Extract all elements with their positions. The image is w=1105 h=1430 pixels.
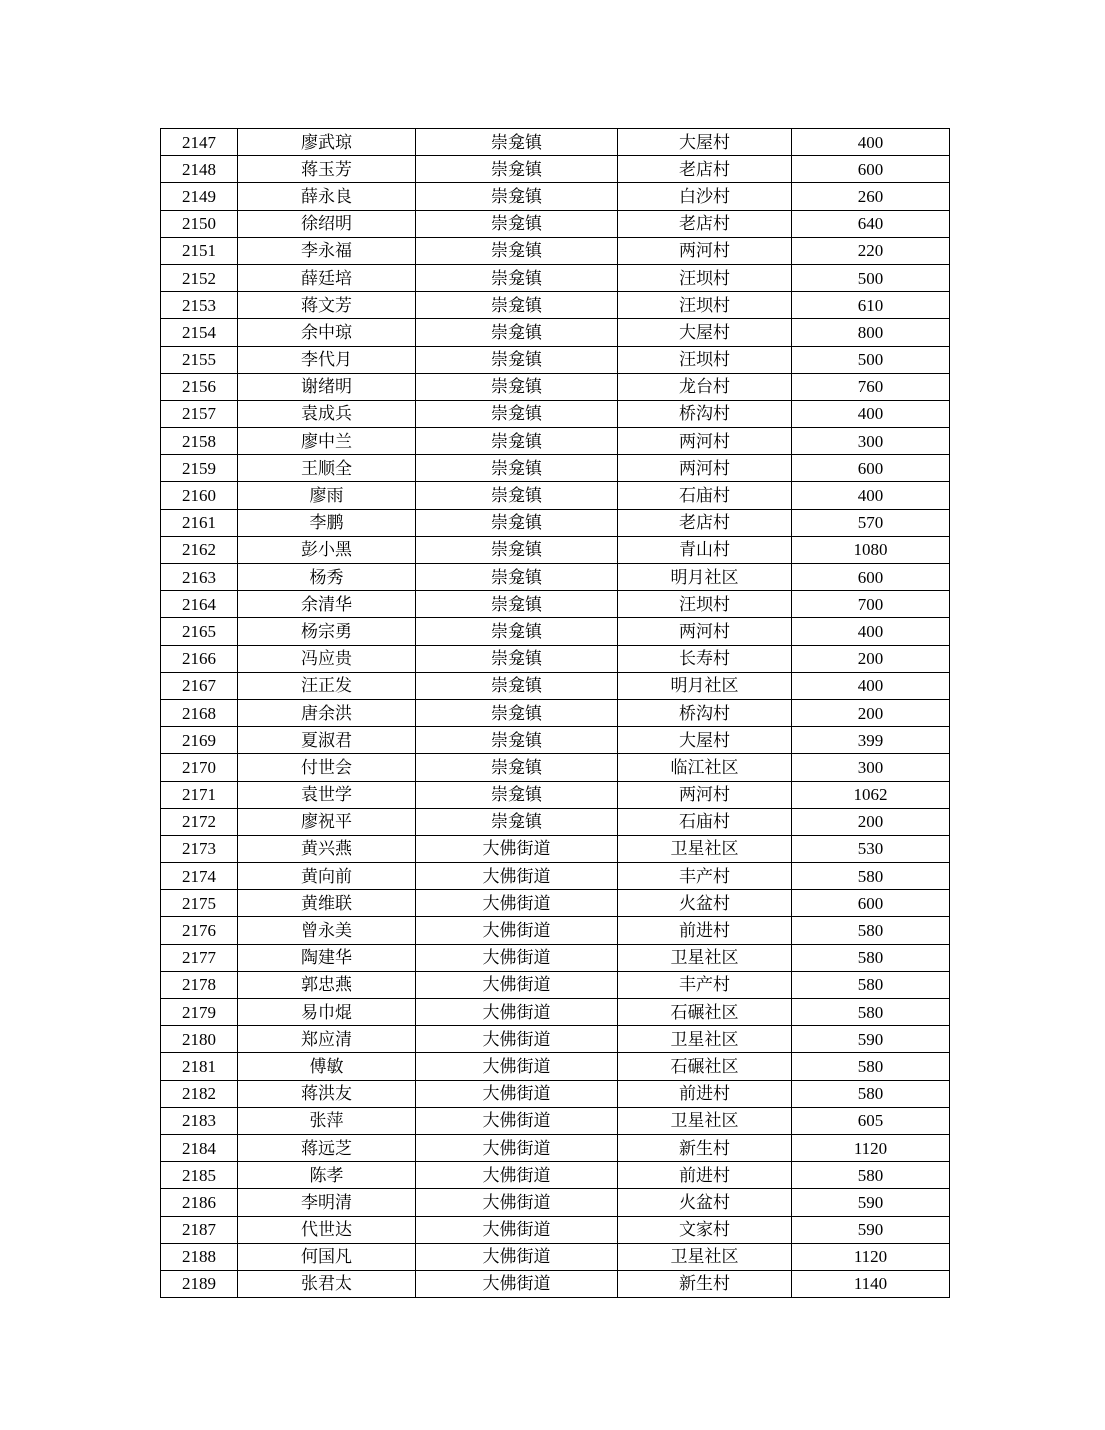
cell-amount: 580: [792, 971, 950, 998]
cell-name: 李明清: [238, 1189, 416, 1216]
table-row: [161, 428, 950, 455]
table-row: [161, 699, 950, 726]
cell-serial-number: 2183: [161, 1107, 238, 1134]
cell-name: 蒋文芳: [238, 292, 416, 319]
cell-name: 陶建华: [238, 944, 416, 971]
cell-serial-number: 2151: [161, 237, 238, 264]
cell-name: 余清华: [238, 591, 416, 618]
cell-name: 蒋洪友: [238, 1080, 416, 1107]
cell-township: 崇龛镇: [416, 645, 618, 672]
cell-serial-number: 2147: [161, 129, 238, 156]
cell-name: 彭小黑: [238, 536, 416, 563]
cell-serial-number: 2158: [161, 428, 238, 455]
cell-village: 大屋村: [618, 129, 792, 156]
cell-amount: 300: [792, 428, 950, 455]
cell-amount: 580: [792, 999, 950, 1026]
cell-township: 崇龛镇: [416, 672, 618, 699]
table-row: [161, 455, 950, 482]
cell-amount: 590: [792, 1026, 950, 1053]
cell-amount: 200: [792, 808, 950, 835]
cell-township: 崇龛镇: [416, 781, 618, 808]
cell-township: 崇龛镇: [416, 699, 618, 726]
cell-serial-number: 2187: [161, 1216, 238, 1243]
cell-amount: 1140: [792, 1270, 950, 1297]
cell-amount: 580: [792, 1162, 950, 1189]
table-row: [161, 346, 950, 373]
cell-serial-number: 2148: [161, 156, 238, 183]
cell-amount: 605: [792, 1107, 950, 1134]
cell-township: 崇龛镇: [416, 292, 618, 319]
cell-amount: 600: [792, 455, 950, 482]
cell-name: 易巾焜: [238, 999, 416, 1026]
cell-amount: 580: [792, 1053, 950, 1080]
cell-amount: 580: [792, 1080, 950, 1107]
cell-name: 薛廷培: [238, 264, 416, 291]
cell-serial-number: 2155: [161, 346, 238, 373]
table-row: [161, 129, 950, 156]
cell-amount: 800: [792, 319, 950, 346]
cell-name: 张萍: [238, 1107, 416, 1134]
table-row: [161, 1080, 950, 1107]
cell-serial-number: 2150: [161, 210, 238, 237]
table-row: [161, 536, 950, 563]
table-row: [161, 1189, 950, 1216]
cell-serial-number: 2165: [161, 618, 238, 645]
cell-serial-number: 2152: [161, 264, 238, 291]
cell-name: 黄兴燕: [238, 835, 416, 862]
cell-village: 汪坝村: [618, 346, 792, 373]
cell-name: 杨秀: [238, 564, 416, 591]
cell-township: 大佛街道: [416, 1243, 618, 1270]
cell-village: 卫星社区: [618, 1107, 792, 1134]
cell-village: 两河村: [618, 428, 792, 455]
cell-serial-number: 2163: [161, 564, 238, 591]
cell-village: 卫星社区: [618, 835, 792, 862]
cell-township: 崇龛镇: [416, 129, 618, 156]
cell-serial-number: 2156: [161, 373, 238, 400]
cell-amount: 610: [792, 292, 950, 319]
cell-amount: 400: [792, 482, 950, 509]
cell-serial-number: 2184: [161, 1134, 238, 1161]
cell-amount: 700: [792, 591, 950, 618]
cell-village: 两河村: [618, 455, 792, 482]
cell-village: 明月社区: [618, 564, 792, 591]
cell-serial-number: 2168: [161, 699, 238, 726]
cell-name: 付世会: [238, 754, 416, 781]
cell-name: 袁成兵: [238, 400, 416, 427]
cell-name: 廖雨: [238, 482, 416, 509]
cell-township: 崇龛镇: [416, 183, 618, 210]
cell-township: 崇龛镇: [416, 210, 618, 237]
cell-serial-number: 2188: [161, 1243, 238, 1270]
cell-township: 崇龛镇: [416, 455, 618, 482]
cell-amount: 220: [792, 237, 950, 264]
table-row: [161, 754, 950, 781]
cell-village: 两河村: [618, 618, 792, 645]
cell-village: 石庙村: [618, 808, 792, 835]
table-row: [161, 482, 950, 509]
cell-village: 桥沟村: [618, 699, 792, 726]
cell-village: 两河村: [618, 781, 792, 808]
cell-township: 大佛街道: [416, 1053, 618, 1080]
table-row: [161, 672, 950, 699]
table-row: [161, 618, 950, 645]
cell-village: 卫星社区: [618, 944, 792, 971]
table-row: [161, 210, 950, 237]
table-row: [161, 264, 950, 291]
cell-township: 崇龛镇: [416, 264, 618, 291]
cell-village: 前进村: [618, 917, 792, 944]
cell-township: 大佛街道: [416, 917, 618, 944]
cell-name: 郑应清: [238, 1026, 416, 1053]
table-row: [161, 373, 950, 400]
cell-amount: 590: [792, 1216, 950, 1243]
cell-serial-number: 2154: [161, 319, 238, 346]
cell-name: 冯应贵: [238, 645, 416, 672]
cell-township: 大佛街道: [416, 1026, 618, 1053]
cell-name: 黄维联: [238, 890, 416, 917]
table-row: [161, 890, 950, 917]
table-row: [161, 400, 950, 427]
cell-amount: 590: [792, 1189, 950, 1216]
cell-serial-number: 2175: [161, 890, 238, 917]
cell-name: 汪正发: [238, 672, 416, 699]
table-row: [161, 781, 950, 808]
cell-village: 汪坝村: [618, 591, 792, 618]
cell-village: 老店村: [618, 210, 792, 237]
cell-serial-number: 2185: [161, 1162, 238, 1189]
cell-township: 崇龛镇: [416, 564, 618, 591]
cell-serial-number: 2162: [161, 536, 238, 563]
cell-serial-number: 2179: [161, 999, 238, 1026]
cell-serial-number: 2169: [161, 727, 238, 754]
cell-amount: 400: [792, 672, 950, 699]
cell-amount: 200: [792, 699, 950, 726]
cell-name: 李代月: [238, 346, 416, 373]
cell-village: 火盆村: [618, 1189, 792, 1216]
table-row: [161, 156, 950, 183]
cell-township: 大佛街道: [416, 1162, 618, 1189]
cell-township: 大佛街道: [416, 1134, 618, 1161]
cell-village: 桥沟村: [618, 400, 792, 427]
cell-serial-number: 2167: [161, 672, 238, 699]
cell-serial-number: 2186: [161, 1189, 238, 1216]
cell-amount: 600: [792, 890, 950, 917]
cell-township: 崇龛镇: [416, 156, 618, 183]
cell-village: 临江社区: [618, 754, 792, 781]
cell-village: 两河村: [618, 237, 792, 264]
cell-name: 傅敏: [238, 1053, 416, 1080]
table-row: [161, 645, 950, 672]
cell-name: 代世达: [238, 1216, 416, 1243]
cell-serial-number: 2170: [161, 754, 238, 781]
cell-township: 大佛街道: [416, 863, 618, 890]
cell-serial-number: 2166: [161, 645, 238, 672]
cell-amount: 200: [792, 645, 950, 672]
cell-serial-number: 2161: [161, 509, 238, 536]
table-row: [161, 1107, 950, 1134]
cell-village: 前进村: [618, 1162, 792, 1189]
cell-serial-number: 2173: [161, 835, 238, 862]
cell-township: 崇龛镇: [416, 808, 618, 835]
cell-village: 新生村: [618, 1134, 792, 1161]
cell-amount: 1120: [792, 1243, 950, 1270]
cell-name: 谢绪明: [238, 373, 416, 400]
cell-township: 崇龛镇: [416, 237, 618, 264]
cell-township: 崇龛镇: [416, 428, 618, 455]
cell-serial-number: 2153: [161, 292, 238, 319]
cell-township: 大佛街道: [416, 1107, 618, 1134]
cell-serial-number: 2182: [161, 1080, 238, 1107]
cell-village: 老店村: [618, 509, 792, 536]
cell-village: 石碾社区: [618, 1053, 792, 1080]
table-row: [161, 1216, 950, 1243]
cell-serial-number: 2174: [161, 863, 238, 890]
cell-serial-number: 2178: [161, 971, 238, 998]
cell-village: 石庙村: [618, 482, 792, 509]
cell-village: 龙台村: [618, 373, 792, 400]
cell-township: 大佛街道: [416, 944, 618, 971]
cell-serial-number: 2181: [161, 1053, 238, 1080]
cell-name: 陈孝: [238, 1162, 416, 1189]
cell-township: 大佛街道: [416, 835, 618, 862]
cell-township: 大佛街道: [416, 1189, 618, 1216]
cell-township: 崇龛镇: [416, 727, 618, 754]
table-row: [161, 591, 950, 618]
cell-serial-number: 2157: [161, 400, 238, 427]
cell-village: 汪坝村: [618, 264, 792, 291]
table-row: [161, 319, 950, 346]
cell-serial-number: 2160: [161, 482, 238, 509]
cell-village: 卫星社区: [618, 1026, 792, 1053]
cell-village: 新生村: [618, 1270, 792, 1297]
cell-township: 大佛街道: [416, 1216, 618, 1243]
cell-name: 王顺全: [238, 455, 416, 482]
cell-name: 李鹏: [238, 509, 416, 536]
cell-village: 青山村: [618, 536, 792, 563]
cell-township: 崇龛镇: [416, 346, 618, 373]
cell-village: 火盆村: [618, 890, 792, 917]
cell-name: 杨宗勇: [238, 618, 416, 645]
cell-township: 崇龛镇: [416, 482, 618, 509]
cell-name: 李永福: [238, 237, 416, 264]
cell-township: 崇龛镇: [416, 591, 618, 618]
table-row: [161, 944, 950, 971]
cell-township: 大佛街道: [416, 1080, 618, 1107]
cell-name: 袁世学: [238, 781, 416, 808]
table-row: [161, 863, 950, 890]
records-table-body: [161, 129, 950, 1298]
cell-serial-number: 2172: [161, 808, 238, 835]
cell-village: 老店村: [618, 156, 792, 183]
cell-serial-number: 2149: [161, 183, 238, 210]
cell-name: 曾永美: [238, 917, 416, 944]
cell-village: 大屋村: [618, 319, 792, 346]
table-row: [161, 999, 950, 1026]
cell-amount: 260: [792, 183, 950, 210]
cell-name: 夏淑君: [238, 727, 416, 754]
cell-township: 崇龛镇: [416, 618, 618, 645]
table-row: [161, 564, 950, 591]
table-row: [161, 1134, 950, 1161]
cell-amount: 580: [792, 944, 950, 971]
cell-township: 崇龛镇: [416, 319, 618, 346]
cell-village: 前进村: [618, 1080, 792, 1107]
table-row: [161, 835, 950, 862]
cell-name: 黄向前: [238, 863, 416, 890]
cell-name: 薛永良: [238, 183, 416, 210]
cell-serial-number: 2164: [161, 591, 238, 618]
table-row: [161, 971, 950, 998]
cell-amount: 570: [792, 509, 950, 536]
cell-township: 大佛街道: [416, 999, 618, 1026]
table-row: [161, 917, 950, 944]
cell-amount: 1080: [792, 536, 950, 563]
cell-amount: 580: [792, 863, 950, 890]
cell-amount: 399: [792, 727, 950, 754]
cell-amount: 400: [792, 618, 950, 645]
cell-name: 廖中兰: [238, 428, 416, 455]
cell-township: 崇龛镇: [416, 536, 618, 563]
cell-village: 石碾社区: [618, 999, 792, 1026]
cell-village: 文家村: [618, 1216, 792, 1243]
cell-amount: 640: [792, 210, 950, 237]
cell-serial-number: 2177: [161, 944, 238, 971]
cell-amount: 1120: [792, 1134, 950, 1161]
cell-village: 卫星社区: [618, 1243, 792, 1270]
cell-amount: 500: [792, 346, 950, 373]
records-table: [160, 128, 950, 1298]
table-row: [161, 237, 950, 264]
cell-amount: 500: [792, 264, 950, 291]
cell-township: 崇龛镇: [416, 754, 618, 781]
cell-township: 崇龛镇: [416, 400, 618, 427]
cell-township: 崇龛镇: [416, 373, 618, 400]
cell-village: 丰产村: [618, 863, 792, 890]
cell-village: 明月社区: [618, 672, 792, 699]
cell-village: 汪坝村: [618, 292, 792, 319]
table-row: [161, 727, 950, 754]
cell-serial-number: 2176: [161, 917, 238, 944]
cell-amount: 580: [792, 917, 950, 944]
table-row: [161, 1026, 950, 1053]
cell-township: 大佛街道: [416, 1270, 618, 1297]
table-row: [161, 808, 950, 835]
cell-amount: 530: [792, 835, 950, 862]
cell-township: 大佛街道: [416, 971, 618, 998]
table-row: [161, 1270, 950, 1297]
cell-village: 长寿村: [618, 645, 792, 672]
table-row: [161, 183, 950, 210]
cell-name: 唐余洪: [238, 699, 416, 726]
cell-village: 白沙村: [618, 183, 792, 210]
cell-name: 蒋玉芳: [238, 156, 416, 183]
cell-serial-number: 2189: [161, 1270, 238, 1297]
cell-serial-number: 2171: [161, 781, 238, 808]
cell-serial-number: 2159: [161, 455, 238, 482]
cell-name: 郭忠燕: [238, 971, 416, 998]
cell-amount: 400: [792, 129, 950, 156]
cell-township: 崇龛镇: [416, 509, 618, 536]
cell-name: 廖祝平: [238, 808, 416, 835]
cell-amount: 1062: [792, 781, 950, 808]
cell-name: 蒋远芝: [238, 1134, 416, 1161]
cell-village: 丰产村: [618, 971, 792, 998]
cell-name: 余中琼: [238, 319, 416, 346]
cell-name: 徐绍明: [238, 210, 416, 237]
table-row: [161, 1162, 950, 1189]
table-row: [161, 1053, 950, 1080]
cell-amount: 760: [792, 373, 950, 400]
cell-amount: 600: [792, 564, 950, 591]
table-row: [161, 1243, 950, 1270]
table-row: [161, 509, 950, 536]
cell-name: 张君太: [238, 1270, 416, 1297]
cell-amount: 300: [792, 754, 950, 781]
cell-amount: 600: [792, 156, 950, 183]
cell-township: 大佛街道: [416, 890, 618, 917]
cell-serial-number: 2180: [161, 1026, 238, 1053]
cell-village: 大屋村: [618, 727, 792, 754]
cell-amount: 400: [792, 400, 950, 427]
cell-name: 廖武琼: [238, 129, 416, 156]
cell-name: 何国凡: [238, 1243, 416, 1270]
table-row: [161, 292, 950, 319]
